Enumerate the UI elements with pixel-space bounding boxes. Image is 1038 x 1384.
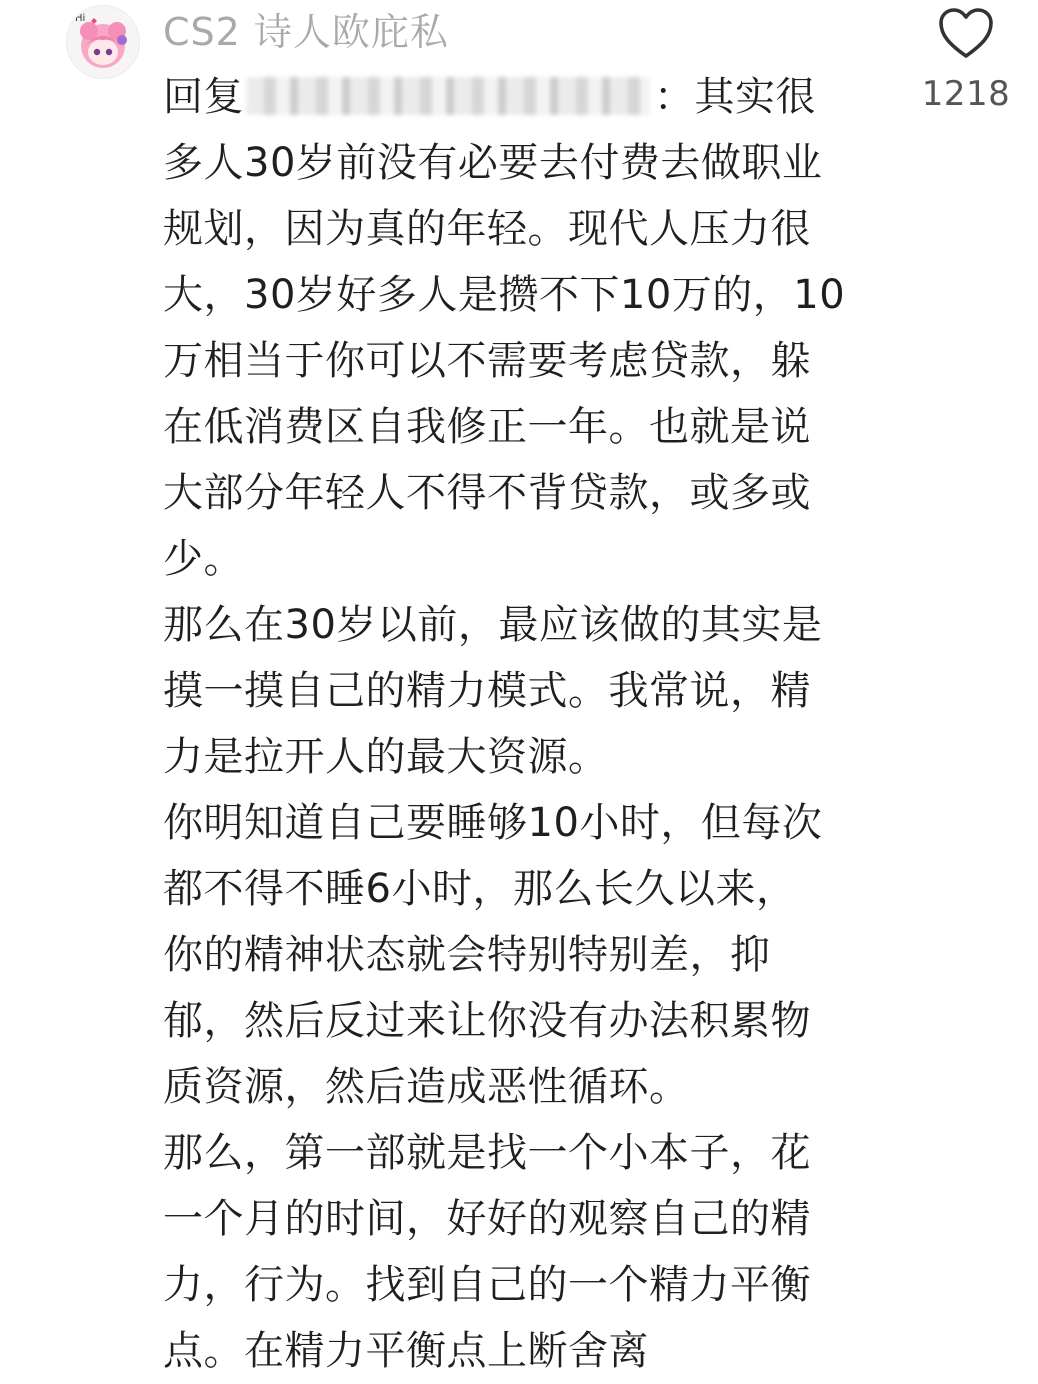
comment-line: 摸一摸自己的精力模式。我常说，精 <box>163 668 811 714</box>
comment-line: 郁，然后反过来让你没有办法积累物 <box>163 998 811 1044</box>
reply-prefix: 回复 <box>163 74 244 120</box>
comment-line: 那么，第一部就是找一个小本子，花 <box>163 1130 811 1176</box>
comment-line: 那么在30岁以前，最应该做的其实是 <box>163 602 823 648</box>
comment-line: 规划，因为真的年轻。现代人压力很 <box>163 206 811 252</box>
avatar[interactable] <box>66 5 140 79</box>
comment-line: 大，30岁好多人是攒不下10万的，10 <box>163 272 846 318</box>
svg-text:Hi: Hi <box>75 13 86 24</box>
comment-line: 你的精神状态就会特别特别差，抑 <box>163 932 771 978</box>
comment-line: 点。在精力平衡点上断舍离 <box>163 1328 649 1374</box>
comment-line: 大部分年轻人不得不背贷款，或多或 <box>163 470 811 516</box>
comment-line: 少。 <box>163 536 244 582</box>
comment-line: 万相当于你可以不需要考虑贷款，躲 <box>163 338 811 384</box>
reply-line <box>163 64 875 130</box>
comment-body <box>163 64 875 1384</box>
comment-line: 力是拉开人的最大资源。 <box>163 734 609 780</box>
comment-line: 你明知道自己要睡够10小时，但每次 <box>163 800 823 846</box>
comment-line: 质资源，然后造成恶性循环。 <box>163 1064 690 1110</box>
redacted-username <box>246 77 650 115</box>
anime-girl-avatar-icon <box>67 6 139 78</box>
like-count: 1218 <box>921 74 1011 114</box>
comment-line: 力，行为。找到自己的一个精力平衡 <box>163 1262 811 1308</box>
comment-line: 都不得不睡6小时，那么长久以来， <box>163 866 797 912</box>
like-area <box>920 6 1012 114</box>
username[interactable]: CS2 诗人欧庇私 <box>163 10 449 54</box>
comment-line: 在低消费区自我修正一年。也就是说 <box>163 404 811 450</box>
comment-line: 多人30岁前没有必要去付费去做职业 <box>163 140 823 186</box>
comment-line: 一个月的时间，好好的观察自己的精 <box>163 1196 811 1242</box>
heart-outline-icon[interactable] <box>937 6 995 60</box>
reply-suffix: ：其实很 <box>654 74 816 120</box>
